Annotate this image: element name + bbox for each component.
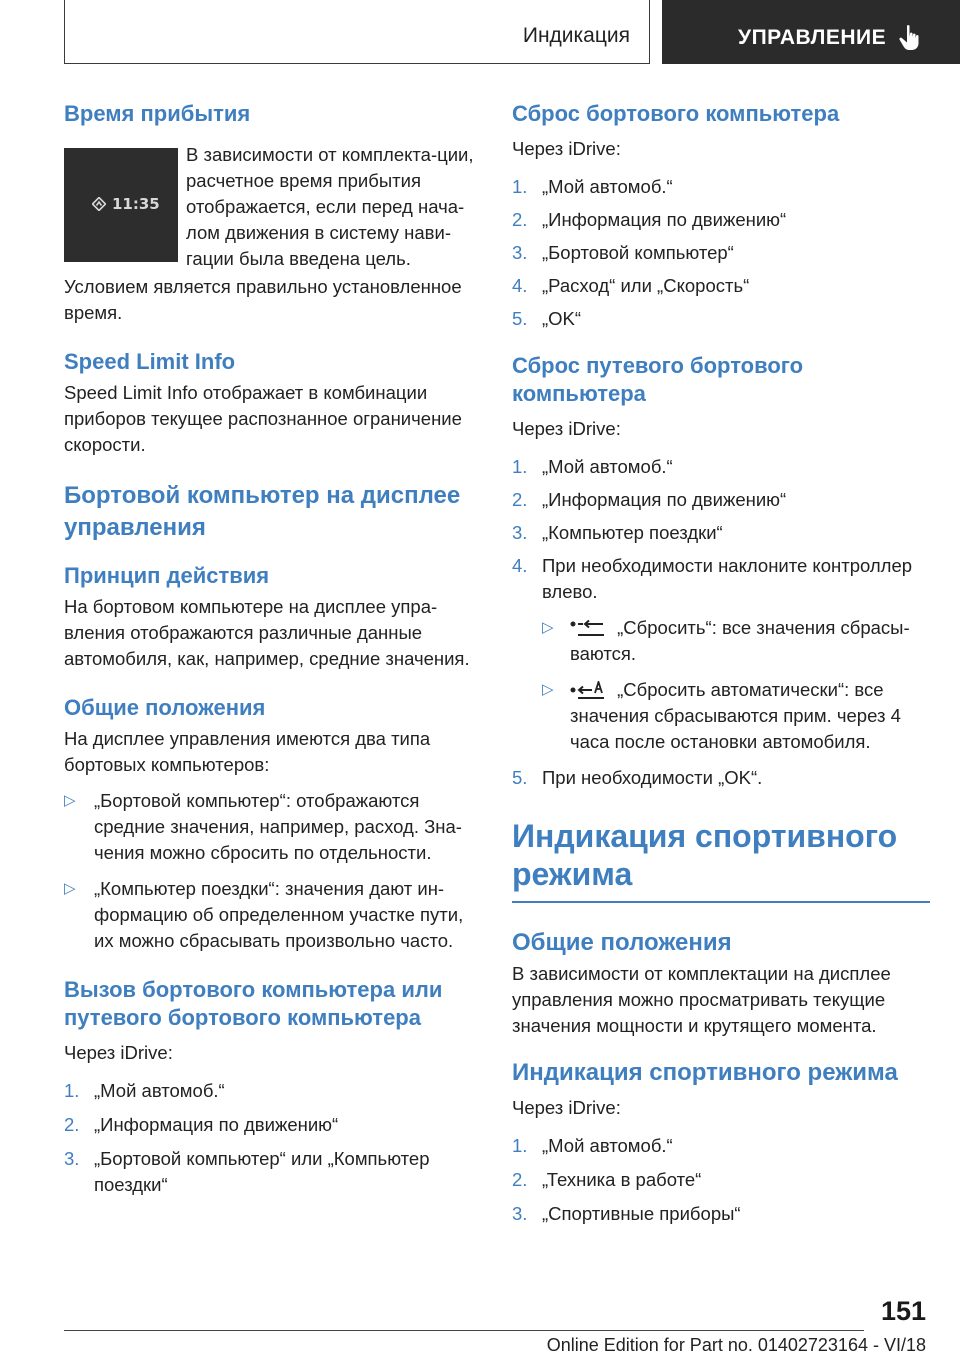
general-text: На дисплее управления имеются два типа бортовых компьютеров:: [64, 728, 431, 775]
triangle-bullet-icon: ▷: [64, 880, 76, 897]
list-item: 5. „OK“: [512, 308, 582, 329]
sport-display-intro: Через iDrive:: [512, 1097, 621, 1118]
sport-display-steps: [512, 1133, 930, 1227]
reset-trip-intro: Через iDrive:: [512, 418, 621, 439]
arrival-condition: Условием является правильно установленное время.: [64, 276, 462, 323]
reset-icon: [570, 619, 606, 637]
reset-section: [512, 100, 930, 332]
section-divider: [512, 901, 930, 903]
sport-general-text: В зависимости от комплектации на дисплее управления можно просматривать текущие значения мощности и крутящего момента.: [512, 963, 891, 1036]
list-item: 2. „Техника в работе“: [512, 1169, 702, 1190]
arrival-section: [64, 100, 482, 326]
general-heading: Общие положения: [64, 695, 266, 720]
reset-options: [542, 615, 930, 755]
list-item: 2. „Информация по движению“: [512, 489, 787, 510]
reset-automatic-icon: [570, 681, 606, 699]
list-item: 1. „Мой автомоб.“: [512, 1135, 673, 1156]
reset-trip-heading: Сброс путевого бортового компьютера: [512, 353, 804, 406]
section-title: Индикация: [522, 24, 630, 47]
onboard-computer-section: [64, 480, 482, 544]
list-item: ▷ „Сбросить“: все значения сбрасы-ваются.: [542, 617, 910, 664]
principle-section: [64, 562, 482, 672]
call-steps: [64, 1078, 482, 1198]
edition-text: Online Edition for Part no. 01402723164 - VI/18: [546, 1335, 926, 1355]
list-item: 2. „Информация по движению“: [64, 1114, 339, 1135]
right-column: [512, 100, 930, 1227]
list-item: 1. „Мой автомоб.“: [512, 456, 673, 477]
sport-display-heading: Индикация спортивного режима: [512, 1059, 898, 1086]
chapter-tab[interactable]: [662, 0, 960, 64]
sport-heading: Индикация спортивного режима: [512, 818, 898, 892]
reset-steps: [512, 174, 930, 332]
arrival-heading: Время прибытия: [64, 101, 251, 126]
navigation-icon: [92, 197, 106, 211]
list-item: 1. „Мой автомоб.“: [512, 176, 673, 197]
principle-heading: Принцип действия: [64, 563, 270, 588]
list-item: 3. „Компьютер поездки“: [512, 522, 723, 543]
list-item: ▷ „Компьютер поездки“: значения дают ин-формацию об определенном участке пути, их можно сбрасывать произвольно часто.: [64, 878, 464, 951]
arrival-time-display: [64, 148, 178, 262]
arrival-time: 11:35: [112, 195, 160, 213]
computer-types-list: [64, 788, 482, 954]
list-item: 3. „Спортивные приборы“: [512, 1203, 741, 1224]
list-item: ▷ „Сбросить автоматически“: все значения сбрасываются прим. через 4 часа после остановки автомобиля.: [542, 679, 901, 752]
list-item: 4. „Расход“ или „Скорость“: [512, 275, 750, 296]
footer-divider: [64, 1330, 864, 1331]
speed-limit-section: [64, 348, 482, 458]
page-number: 151: [880, 1296, 926, 1326]
general-section: [64, 694, 482, 954]
reset-trip-section: [512, 352, 930, 791]
list-item: 5. При необходимости „OK“.: [512, 767, 763, 788]
reset-intro: Через iDrive:: [512, 138, 621, 159]
call-section: [64, 976, 482, 1198]
list-item: 4. При необходимости наклоните контроллер влево. ▷ „Сбросить“: все значения сбрасы-ваются. ▷ „Сбросить автоматически“: все значения сбрасываются прим. через 4 часа после остановки автомобиля.: [512, 553, 930, 755]
arrival-text: В зависимости от комплекта-ции, расчетное время прибытия отображается, если перед нача-лом движения в систему нави-гации была введена цель.: [186, 144, 474, 269]
list-item: 2. „Информация по движению“: [512, 209, 787, 230]
reset-trip-steps: [512, 454, 930, 791]
page-header: [0, 0, 960, 66]
hand-pointer-icon: [898, 24, 924, 52]
speed-limit-heading: Speed Limit Info: [64, 349, 236, 374]
reset-heading: Сброс бортового компьютера: [512, 101, 840, 126]
sport-general-section: [512, 929, 930, 1039]
call-intro: Через iDrive:: [64, 1042, 173, 1063]
list-item: ▷ „Бортовой компьютер“: отображаются средние значения, например, расход. Зна-чения можно сбросить по отдельности.: [64, 790, 462, 863]
list-item: 3. „Бортовой компьютер“ или „Компьютер поездки“: [64, 1148, 430, 1195]
list-item: 1. „Мой автомоб.“: [64, 1080, 225, 1101]
call-heading: Вызов бортового компьютера или путевого бортового компьютера: [64, 977, 443, 1030]
list-item: 3. „Бортовой компьютер“: [512, 242, 734, 263]
onboard-computer-heading: Бортовой компьютер на дисплее управления: [64, 482, 461, 541]
sport-display-section: [512, 1059, 930, 1227]
triangle-bullet-icon: ▷: [64, 792, 76, 809]
triangle-bullet-icon: ▷: [542, 619, 554, 636]
sport-general-heading: Общие положения: [512, 929, 732, 956]
sport-section: [512, 817, 930, 903]
left-column: [64, 100, 482, 1198]
principle-text: На бортовом компьютере на дисплее упра-вления отображаются различные данные автомобиля, как, например, средние значения.: [64, 596, 470, 669]
triangle-bullet-icon: ▷: [542, 681, 554, 698]
speed-limit-text: Speed Limit Info отображает в комбинации приборов текущее распознанное ограничение скорости.: [64, 382, 462, 455]
chapter-tab-label: УПРАВЛЕНИЕ: [738, 26, 887, 49]
